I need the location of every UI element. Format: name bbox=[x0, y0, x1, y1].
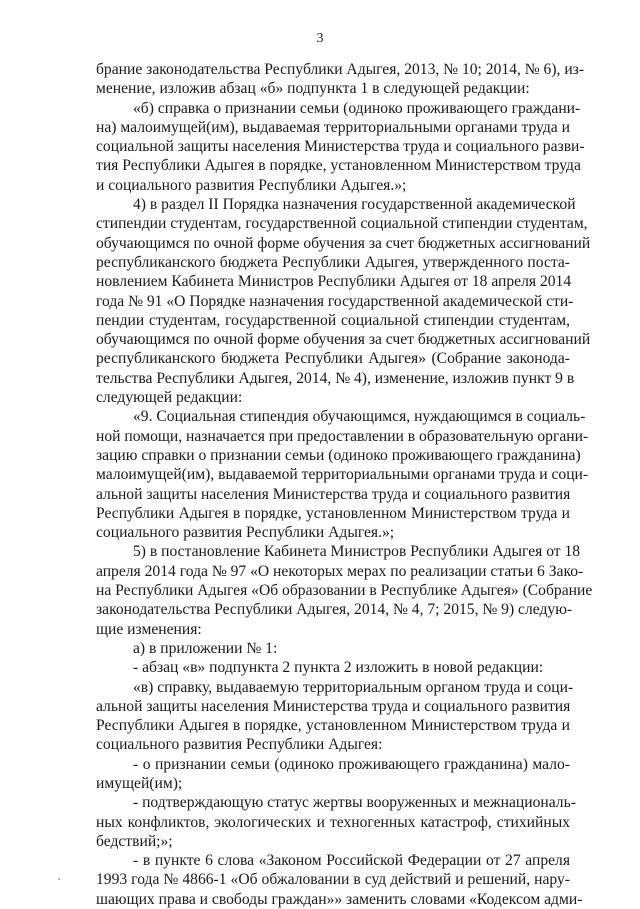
text-line: социального развития Республики Адыгея: bbox=[96, 736, 383, 754]
text-line: «9. Социальная стипендия обучающимся, нуждающимся в социаль- bbox=[133, 408, 586, 426]
text-line: апреля 2014 года № 97 «О некоторых мерах по реализации статьи 6 Зако- bbox=[96, 562, 584, 580]
text-line: имущей(им); bbox=[96, 774, 183, 792]
text-line: - подтверждающую статус жертвы вооруженных и межнациональ- bbox=[133, 794, 576, 812]
text-line: тия Республики Адыгея в порядке, установленном Министерством труда bbox=[96, 157, 581, 175]
scan-artifact-dot bbox=[58, 878, 60, 880]
text-line: стипендии студентам, государственной социальной стипендии студентам, bbox=[96, 215, 588, 233]
text-line: ных конфликтов, экологических и техногенных катастроф, стихийных bbox=[96, 813, 570, 831]
text-line: новлением Кабинета Министров Республики Адыгея от 18 апреля 2014 bbox=[96, 273, 572, 291]
text-line: шающих права и свободы граждан»» заменить словами «Кодексом адми- bbox=[96, 890, 583, 908]
text-line: на Республики Адыгея «Об образовании в Республике Адыгея» (Собрание bbox=[96, 582, 593, 600]
text-line: 1993 года № 4866-1 «Об обжаловании в суд действий и решений, нару- bbox=[96, 871, 570, 889]
text-line: щие изменения: bbox=[96, 620, 202, 638]
text-line: пендии студентам, государственной социальной стипендии студентам, bbox=[96, 311, 570, 329]
document-body bbox=[96, 60, 593, 909]
text-line: 5) в постановление Кабинета Министров Республики Адыгея от 18 bbox=[133, 543, 581, 561]
text-line: следующей редакции: bbox=[96, 389, 243, 407]
page-number: 3 bbox=[316, 31, 324, 46]
text-line: ной помощи, назначается при предоставлении в образовательную органи- bbox=[96, 427, 589, 445]
text-line: менение, изложив абзац «б» подпункта 1 в следующей редакции: bbox=[96, 80, 530, 98]
text-line: альной защиты населения Министерства труда и социального развития bbox=[96, 697, 571, 715]
text-line: обучающимся по очной форме обучения за счет бюджетных ассигнований bbox=[96, 234, 591, 252]
text-line: альной защиты населения Министерства труда и социального развития bbox=[96, 485, 571, 503]
text-line: обучающимся по очной форме обучения за счет бюджетных ассигнований bbox=[96, 331, 591, 349]
text-line: социального развития Республики Адыгея.»; bbox=[96, 524, 395, 542]
text-line: а) в приложении № 1: bbox=[133, 639, 278, 657]
text-line: бедствий;»; bbox=[96, 832, 173, 850]
text-line: Республики Адыгея в порядке, установленном Министерством труда и bbox=[96, 504, 570, 522]
text-line: малоимущей(им), выдаваемой территориальными органами труда и соци- bbox=[96, 466, 589, 484]
text-line: «в) справку, выдаваемую территориальным органом труда и соци- bbox=[133, 678, 574, 696]
text-line: тельства Республики Адыгея, 2014, № 4), изменение, изложив пункт 9 в bbox=[96, 369, 575, 387]
text-line: республиканского бюджета Республики Адыгея» (Собрание законода- bbox=[96, 350, 570, 368]
text-line: законодательства Республики Адыгея, 2014, № 4, 7; 2015, № 9) следую- bbox=[96, 601, 573, 619]
text-line: «б) справка о признании семьи (одиноко проживающего граждани- bbox=[133, 99, 581, 117]
text-line: года № 91 «О Порядке назначения государственной академической сти- bbox=[96, 292, 574, 310]
text-line: - в пункте 6 слова «Законом Российской Федерации от 27 апреля bbox=[133, 852, 570, 870]
text-line: - о признании семьи (одиноко проживающего гражданина) мало- bbox=[133, 755, 570, 773]
text-line: на) малоимущей(им), выдаваемая территориальными органами труда и bbox=[96, 118, 570, 136]
text-line: республиканского бюджета Республики Адыгея, утвержденного поста- bbox=[96, 253, 570, 271]
text-line: 4) в раздел II Порядка назначения государственной академической bbox=[133, 196, 576, 214]
text-line: социальной защиты населения Министерства труда и социального разви- bbox=[96, 138, 585, 156]
text-line: - абзац «в» подпункта 2 пункта 2 изложить в новой редакции: bbox=[133, 659, 544, 677]
text-line: брание законодательства Республики Адыгея, 2013, № 10; 2014, № 6), из- bbox=[96, 61, 585, 78]
text-line: и социального развития Республики Адыгея.»; bbox=[96, 176, 407, 194]
text-line: зацию справки о признании семьи (одиноко проживающего гражданина) bbox=[96, 446, 581, 464]
text-line: Республики Адыгея в порядке, установленном Министерством труда и bbox=[96, 717, 570, 735]
